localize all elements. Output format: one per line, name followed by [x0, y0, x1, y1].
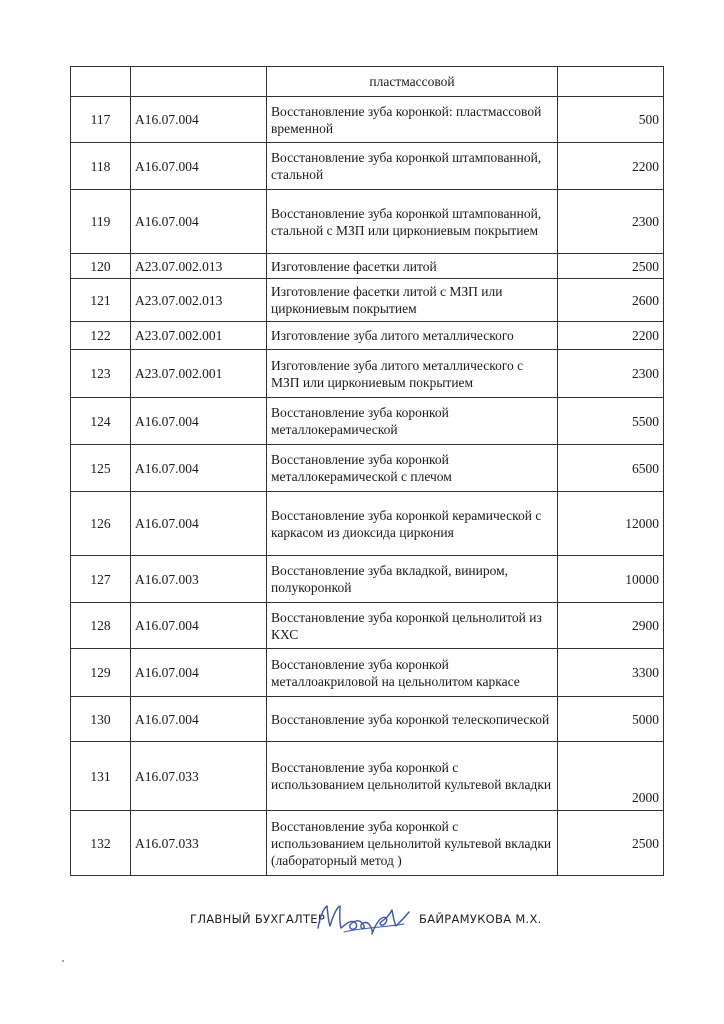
service-code: A16.07.004: [131, 143, 267, 190]
row-number: [71, 67, 131, 97]
service-name: Восстановление зуба коронкой цельнолитой из КХС: [267, 603, 558, 649]
row-number: 129: [71, 649, 131, 697]
service-code: [131, 67, 267, 97]
row-number: 128: [71, 603, 131, 649]
row-number: 119: [71, 190, 131, 254]
row-number: 117: [71, 97, 131, 143]
service-code: A16.07.004: [131, 190, 267, 254]
service-price: 2300: [558, 350, 664, 398]
service-name: Восстановление зуба коронкой: пластмассовой временной: [267, 97, 558, 143]
service-code: A23.07.002.001: [131, 322, 267, 350]
handwritten-signature: [314, 898, 414, 938]
service-price: 2600: [558, 279, 664, 322]
service-code: A16.07.004: [131, 492, 267, 556]
service-code: A16.07.004: [131, 445, 267, 492]
service-name: Восстановление зуба коронкой штампованной, стальной: [267, 143, 558, 190]
table-row: [71, 350, 664, 398]
row-number: 123: [71, 350, 131, 398]
service-name: Восстановление зуба коронкой с использованием цельнолитой культевой вкладки (лабораторный метод ): [267, 811, 558, 876]
row-number: 127: [71, 556, 131, 603]
service-name: Восстановление зуба коронкой с использованием цельнолитой культевой вкладки: [267, 742, 558, 811]
service-price: 500: [558, 97, 664, 143]
service-price: 2300: [558, 190, 664, 254]
price-table: [70, 66, 664, 876]
service-name: Изготовление зуба литого металлического: [267, 322, 558, 350]
service-price: 2500: [558, 254, 664, 279]
table-row: [71, 811, 664, 876]
row-number: 120: [71, 254, 131, 279]
table-row: [71, 649, 664, 697]
service-price: 2000: [558, 742, 664, 811]
signature-block: [190, 898, 550, 938]
service-code: A16.07.004: [131, 603, 267, 649]
service-name: Изготовление фасетки литой: [267, 254, 558, 279]
service-price: 2900: [558, 603, 664, 649]
table-row: [71, 603, 664, 649]
service-price: 2200: [558, 322, 664, 350]
paper-speck: [62, 960, 64, 962]
table-row: [71, 742, 664, 811]
service-price: 12000: [558, 492, 664, 556]
service-name: пластмассовой: [267, 67, 558, 97]
row-number: 132: [71, 811, 131, 876]
signer-name: БАЙРАМУКОВА М.Х.: [419, 912, 542, 926]
service-price: 5000: [558, 697, 664, 742]
service-name: Восстановление зуба коронкой металлоакриловой на цельнолитом каркасе: [267, 649, 558, 697]
service-name: Восстановление зуба коронкой телескопической: [267, 697, 558, 742]
signer-role: ГЛАВНЫЙ БУХГАЛТЕР: [190, 912, 326, 926]
row-number: 126: [71, 492, 131, 556]
service-code: A16.07.033: [131, 811, 267, 876]
table-row: [71, 97, 664, 143]
table-row: [71, 697, 664, 742]
service-name: Изготовление фасетки литой с МЗП или циркониевым покрытием: [267, 279, 558, 322]
service-price: 6500: [558, 445, 664, 492]
service-price: 10000: [558, 556, 664, 603]
table-row: [71, 254, 664, 279]
table-row: [71, 67, 664, 97]
table-row: [71, 445, 664, 492]
service-code: A16.07.033: [131, 742, 267, 811]
service-name: Восстановление зуба коронкой штампованной, стальной с МЗП или циркониевым покрытием: [267, 190, 558, 254]
service-price: 5500: [558, 398, 664, 445]
service-name: Восстановление зуба коронкой металлокерамической: [267, 398, 558, 445]
row-number: 118: [71, 143, 131, 190]
service-code: A16.07.004: [131, 398, 267, 445]
table-row: [71, 398, 664, 445]
service-name: Восстановление зуба коронкой металлокерамической с плечом: [267, 445, 558, 492]
table-row: [71, 190, 664, 254]
service-name: Восстановление зуба вкладкой, виниром, полукоронкой: [267, 556, 558, 603]
table-row: [71, 322, 664, 350]
table-row: [71, 143, 664, 190]
row-number: 122: [71, 322, 131, 350]
service-code: A23.07.002.001: [131, 350, 267, 398]
table-row: [71, 279, 664, 322]
service-price: 2200: [558, 143, 664, 190]
table-row: [71, 492, 664, 556]
service-price: 2500: [558, 811, 664, 876]
row-number: 131: [71, 742, 131, 811]
service-price: 3300: [558, 649, 664, 697]
service-name: Восстановление зуба коронкой керамической с каркасом из диоксида циркония: [267, 492, 558, 556]
service-code: A23.07.002.013: [131, 279, 267, 322]
row-number: 121: [71, 279, 131, 322]
row-number: 125: [71, 445, 131, 492]
service-code: A16.07.004: [131, 697, 267, 742]
service-code: A23.07.002.013: [131, 254, 267, 279]
service-code: A16.07.003: [131, 556, 267, 603]
row-number: 124: [71, 398, 131, 445]
table-row: [71, 556, 664, 603]
service-price: [558, 67, 664, 97]
row-number: 130: [71, 697, 131, 742]
service-name: Изготовление зуба литого металлического с МЗП или циркониевым покрытием: [267, 350, 558, 398]
service-code: A16.07.004: [131, 649, 267, 697]
service-code: A16.07.004: [131, 97, 267, 143]
